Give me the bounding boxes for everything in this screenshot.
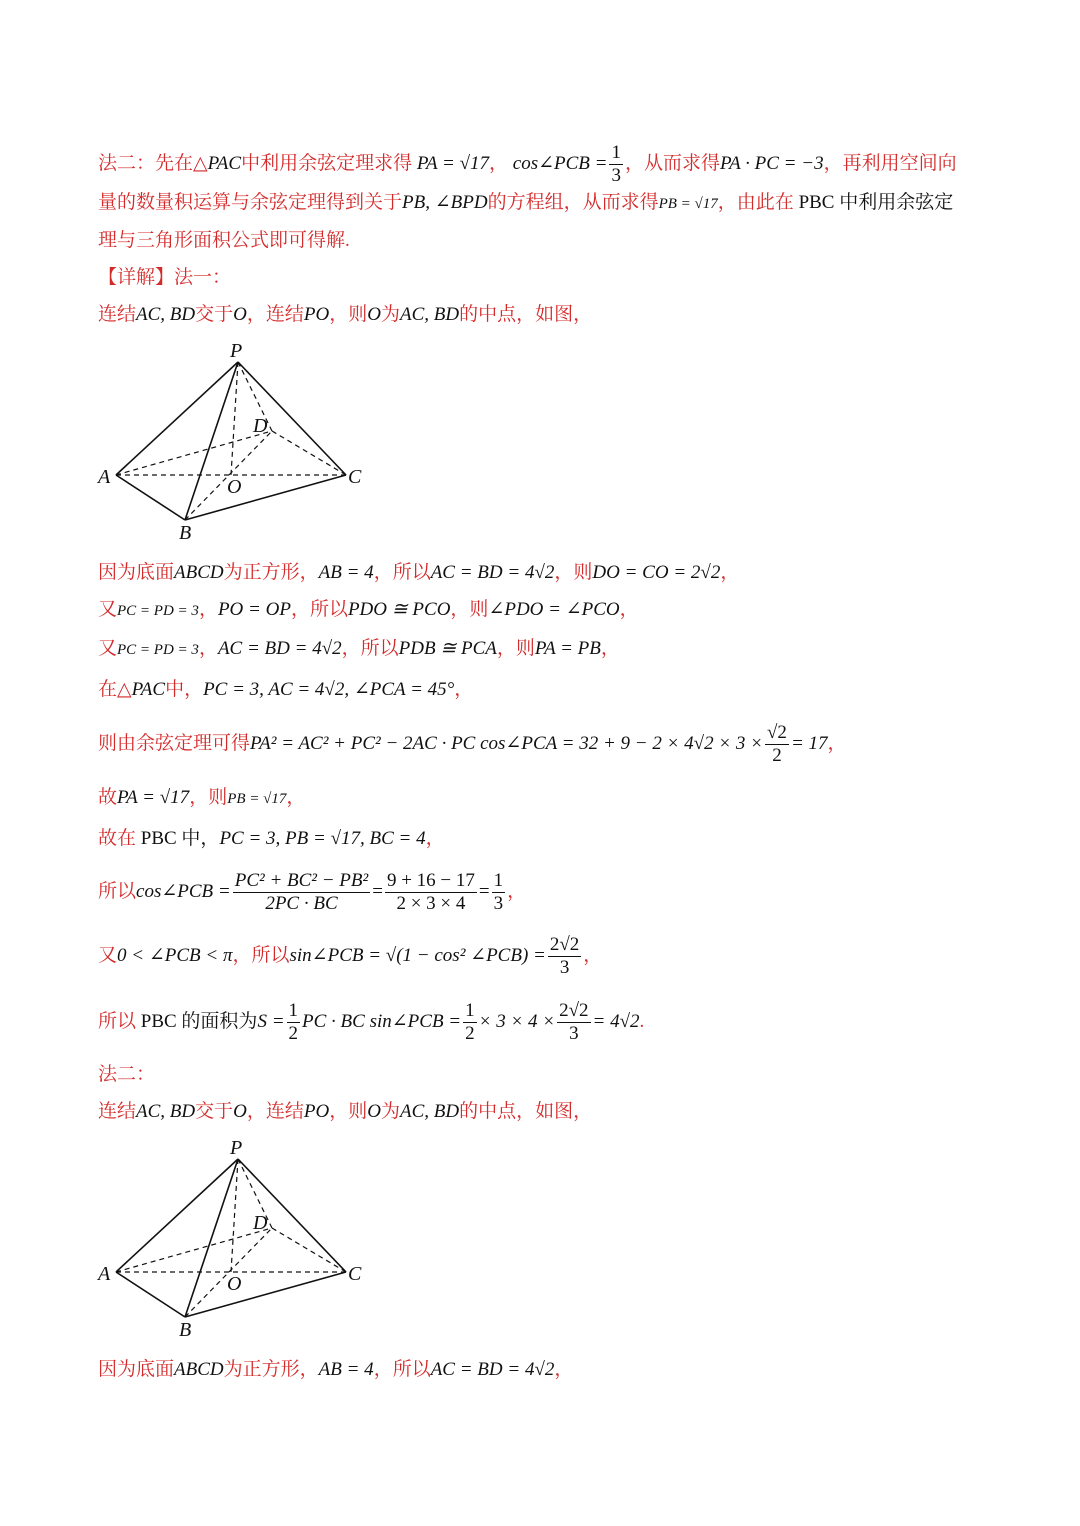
method2-heading: 法二： bbox=[98, 1064, 156, 1085]
step-line-1: 因为底面ABCD为正方形，AB = 4，所以AC = BD = 4√2，则DO = CO = 2√2， bbox=[98, 562, 740, 583]
step-line-9: 又0 < ∠PCB < π，所以sin∠PCB = √(1 − cos² ∠PCB) = $\frac{2√2}{3}$ ， bbox=[98, 934, 603, 979]
pyramid-figure-2 bbox=[90, 1132, 390, 1342]
detail-heading: 【详解】法一： bbox=[98, 267, 232, 288]
text: 中利用余弦定理求得 bbox=[241, 152, 413, 174]
step-line-7: 故在 PBC 中，PC = 3, PB = √17, BC = 4， bbox=[98, 828, 445, 849]
label-p: P bbox=[230, 1137, 243, 1159]
method2-intro-line2 bbox=[98, 190, 1040, 217]
step-line-5: 则由余弦定理可得PA² = AC² + PC² − 2AC · PC cos∠PCA = 32 + 9 − 2 × 4√2 × 3 × $\frac{√2}{2}$ = 17， bbox=[98, 722, 847, 767]
pyramid-figure-1 bbox=[90, 335, 390, 545]
math: cos∠PCB = bbox=[512, 152, 608, 174]
method2-intro-line3: 理与三角形面积公式即可得解. bbox=[98, 230, 350, 251]
connect-line-1: 连结AC, BD交于O，连结PO，则O为AC, BD的中点，如图， bbox=[98, 304, 593, 325]
final-line: 因为底面ABCD为正方形，AB = 4，所以AC = BD = 4√2， bbox=[98, 1359, 574, 1380]
label-c: C bbox=[348, 466, 362, 488]
math: PAC bbox=[207, 152, 242, 174]
math: PB, ∠BPD bbox=[402, 192, 488, 213]
step-line-8: 所以cos∠PCB = $\frac{\text{PC² + BC² − PB²}}{2PC \cdot BC}$ = $\frac{9 + 16 - 17}{2 \times 3 \times 4}$ = $\frac{1}{3}$ ， bbox=[98, 870, 527, 915]
label-o: O bbox=[227, 476, 242, 498]
text: ，再利用空间向 bbox=[823, 152, 957, 174]
text: ，由此在 bbox=[717, 192, 794, 213]
label-d: D bbox=[253, 1212, 268, 1234]
label-a: A bbox=[98, 466, 111, 488]
math: PA · PC = −3 bbox=[719, 152, 824, 174]
label-o: O bbox=[227, 1273, 242, 1295]
text: 量的数量积运算与余弦定理得到关于 bbox=[98, 192, 403, 213]
text: ，从而求得 bbox=[624, 152, 720, 174]
label-c: C bbox=[348, 1263, 362, 1285]
label-a: A bbox=[98, 1263, 111, 1285]
step-line-2: 又PC = PD = 3，PO = OP，所以PDO ≅ PCO，则∠PDO = ∠PCO， bbox=[98, 599, 639, 620]
connect-line-2: 连结AC, BD交于O，连结PO，则O为AC, BD的中点，如图， bbox=[98, 1101, 593, 1122]
label-b: B bbox=[179, 522, 192, 544]
step-line-4: 在△PAC中，PC = 3, AC = 4√2, ∠PCA = 45°， bbox=[98, 679, 474, 700]
step-line-6: 故PA = √17，则PB = √17， bbox=[98, 787, 306, 808]
label-p: P bbox=[230, 340, 243, 362]
text: 法二：先在△ bbox=[98, 152, 208, 174]
text: 的方程组，从而求得 bbox=[487, 192, 659, 213]
math: PA = √17 bbox=[416, 152, 489, 174]
text: PBC 中利用余弦定 bbox=[798, 192, 954, 213]
step-line-3: 又PC = PD = 3，AC = BD = 4√2，所以PDB ≅ PCA，则PA = PB， bbox=[98, 638, 620, 659]
label-d: D bbox=[253, 415, 268, 437]
math: PB = √17 bbox=[658, 196, 718, 212]
fraction: $\frac{1}{3}$ bbox=[611, 142, 621, 186]
fraction: $\frac{√2}{2}$ bbox=[767, 722, 787, 767]
step-line-10: 所以 PBC 的面积为S = $\frac{1}{2}$ PC · BC sin∠PCB = $\frac{1}{2}$ × 3 × 4 × $\frac{2√2}{3}$ = 4√2. bbox=[98, 1000, 645, 1045]
label-b: B bbox=[179, 1319, 192, 1341]
method2-intro-line1: 法二：先在△PAC中利用余弦定理求得 PA = √17， cos∠PCB = $\frac{1}{3}$ ，从而求得PA · PC = −3，再利用空间向 bbox=[98, 142, 957, 186]
